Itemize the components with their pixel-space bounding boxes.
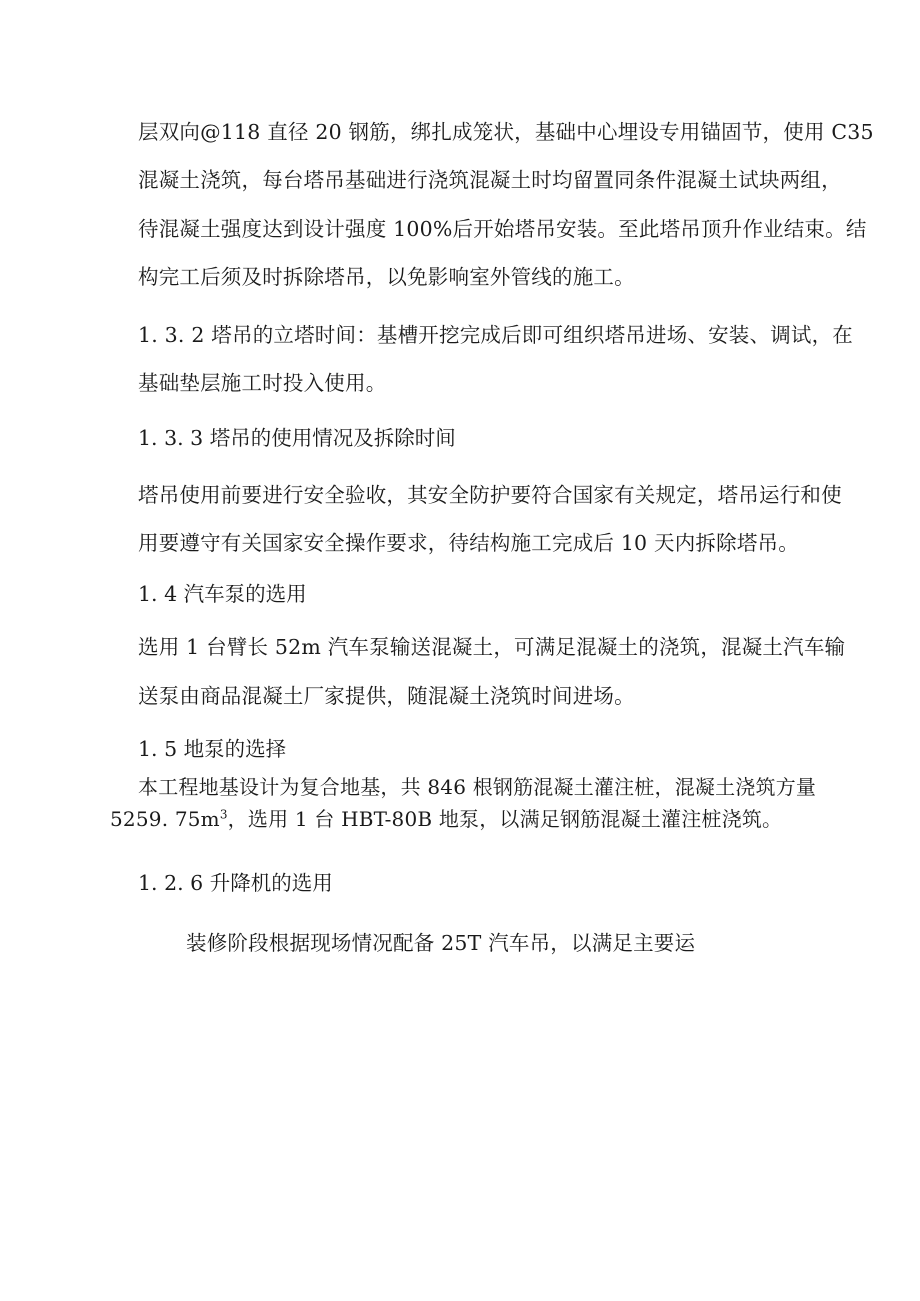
section-heading-1-5: 1. 5 地泵的选择 xyxy=(138,737,287,761)
paragraph-3-line-2: 用要遵守有关国家安全操作要求，待结构施工完成后 10 天内拆除塔吊。 xyxy=(138,531,799,555)
paragraph-3-line-1: 塔吊使用前要进行安全验收，其安全防护要符合国家有关规定，塔吊运行和使 xyxy=(138,483,842,507)
paragraph-4-line-1: 选用 1 台臂长 52m 汽车泵输送混凝土，可满足混凝土的浇筑，混凝土汽车输 xyxy=(138,635,846,659)
paragraph-4-line-2: 送泵由商品混凝土厂家提供，随混凝土浇筑时间进场。 xyxy=(138,684,635,708)
cubic-superscript: 3 xyxy=(219,807,228,822)
paragraph-1-line-3: 待混凝土强度达到设计强度 100%后开始塔吊安装。至此塔吊顶升作业结束。结 xyxy=(138,217,867,241)
paragraph-5-line-1: 本工程地基设计为复合地基，共 846 根钢筋混凝土灌注桩，混凝土浇筑方量 xyxy=(138,775,817,799)
paragraph-1-line-1: 层双向@118 直径 20 钢筋，绑扎成笼状，基础中心埋设专用锚固节，使用 C35 xyxy=(138,120,874,144)
paragraph-5-line-2 xyxy=(110,805,782,833)
paragraph-6-line-1: 装修阶段根据现场情况配备 25T 汽车吊，以满足主要运 xyxy=(186,931,696,955)
concrete-volume: 5259. 75m xyxy=(110,807,220,831)
paragraph-2-line-1: 1. 3. 2 塔吊的立塔时间：基槽开挖完成后即可组织塔吊进场、安装、调试，在 xyxy=(138,323,854,347)
section-heading-1-4: 1. 4 汽车泵的选用 xyxy=(138,582,307,606)
section-heading-1-2-6: 1. 2. 6 升降机的选用 xyxy=(138,871,333,895)
section-heading-1-3-3: 1. 3. 3 塔吊的使用情况及拆除时间 xyxy=(138,426,456,450)
paragraph-1-line-2: 混凝土浇筑，每台塔吊基础进行浇筑混凝土时均留置同条件混凝土试块两组， xyxy=(138,168,842,192)
paragraph-5-line-2-rest: ，选用 1 台 HBT-80B 地泵，以满足钢筋混凝土灌注桩浇筑。 xyxy=(227,807,783,831)
paragraph-2-line-2: 基础垫层施工时投入使用。 xyxy=(138,371,387,395)
paragraph-1-line-4: 构完工后须及时拆除塔吊，以免影响室外管线的施工。 xyxy=(138,265,635,289)
